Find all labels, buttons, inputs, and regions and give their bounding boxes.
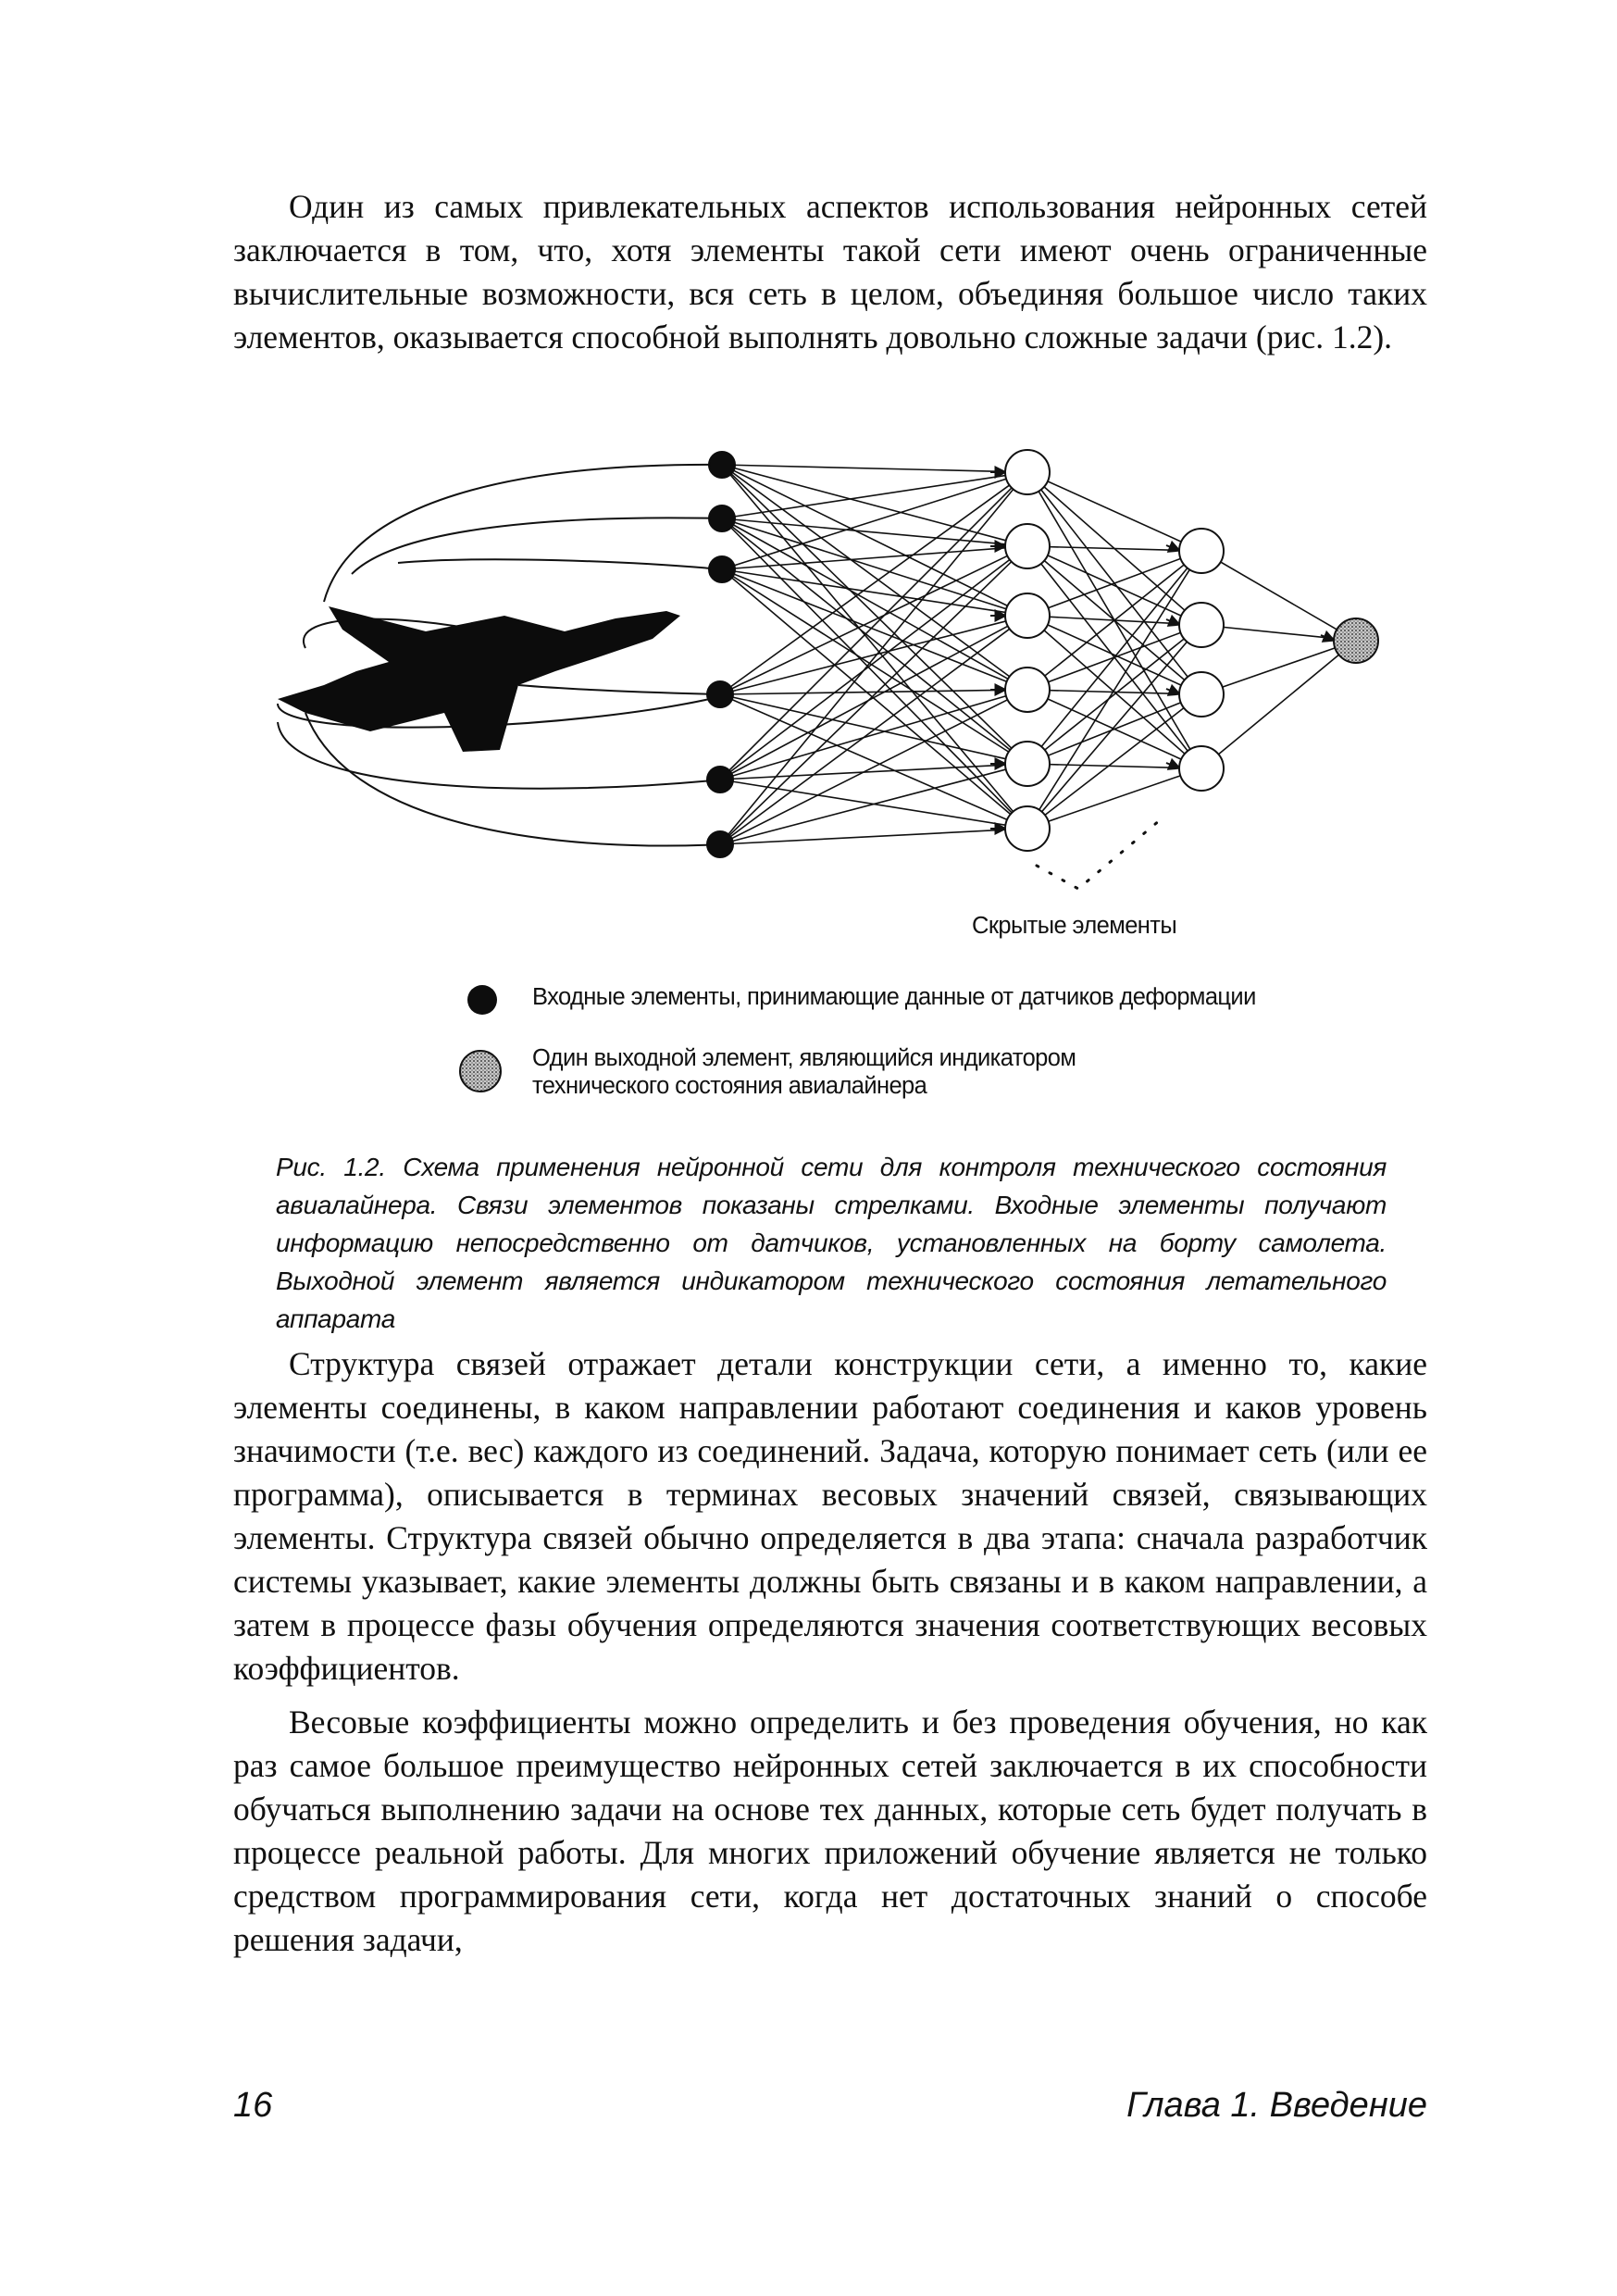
hidden-unit-layer1 [1005,450,1050,494]
hidden-unit-layer2 [1179,603,1224,647]
figure-caption: Рис. 1.2. Схема применения нейронной сети для контроля технического состояния авиалайнера. Связи элементов показаны стрелками. Входные элементы получают информацию непосредственно от датчиков, установленных на борту самолета. Выходной элемент является индикатором технического состояния летательного аппарата [276,1153,1387,1333]
hidden-unit-layer1 [1005,742,1050,786]
output-unit [1334,618,1378,663]
input-hidden-connection [722,518,1008,679]
input-unit [707,831,733,857]
input-unit [709,452,735,478]
output-unit-legend-text: Один выходной элемент, являющийся индикатором технического состояния авиалайнера [532,1045,1076,1099]
input-hidden-connection [720,555,1007,694]
neural-network-figure [268,435,1416,907]
input-units-legend-text: Входные элементы, принимающие данные от датчиков деформации [532,984,1256,1010]
hidden-hidden-connection [1027,703,1181,764]
hidden-hidden-connection [1027,472,1190,749]
input-unit [709,556,735,582]
hidden-unit-layer1 [1005,806,1050,851]
input-hidden-connection [720,700,1008,844]
hidden-hidden-connection [1027,472,1181,542]
hidden-unit-layer2 [1179,672,1224,717]
hidden-hidden-connection [1027,708,1184,829]
page-number: 16 [233,2086,273,2125]
hidden-hidden-connection [1027,639,1184,764]
input-hidden-connection [720,830,1005,844]
hidden-unit-layer1 [1005,524,1050,568]
hidden-hidden-connection [1027,546,1181,616]
hidden-hidden-connection [1027,546,1188,751]
input-hidden-connection [720,769,1006,844]
input-unit [707,681,733,707]
running-head: Глава 1. Введение [1126,2086,1427,2125]
input-hidden-connection [722,479,1006,569]
network-connections [720,465,1338,844]
hidden-hidden-connection [1027,569,1189,829]
hidden-output-connection [1201,655,1338,768]
paragraph-connection-structure: Структура связей отражает детали конструкции сети, а именно то, какие элементы соединены, в каком направлении работают соединения и каков уровень значимости (т.е. вес) каждого из соединений. Задача, которую понимает сеть (или ее программа), описывается в терминах весовых значений связей, связывающих элементы. Структура связей обычно определяется в два этапа: сначала разработчик системы указывает, какие элементы должны быть связаны и в каком направлении, а затем в процессе фазы обучения определяются значения соответствующих весовых коэффициентов. [233,1345,1427,1687]
hidden-units-label: Скрытые элементы [972,913,1177,939]
input-unit [709,505,735,531]
airplane-silhouette [278,606,680,752]
output-unit-legend-icon [458,1049,503,1093]
paragraph-weights: Весовые коэффициенты можно определить и без проведения обучения, но как раз самое большое преимущество нейронных сетей заключается в их способности обучаться выполнению задачи на основе тех данных, которые сеть будет получать в процессе реальной работы. Для многих приложений обучение является не только средством программирования сети, когда нет достаточных знаний о способе решения задачи, [233,1703,1427,1958]
input-hidden-connection [722,465,1005,471]
hidden-unit-layer1 [1005,668,1050,712]
hidden-unit-layer1 [1005,593,1050,638]
hidden-hidden-connection [1027,632,1181,690]
input-unit [707,767,733,792]
network-nodes [707,450,1378,857]
hidden-hidden-connection [1027,472,1188,677]
hidden-continuation-dots [1037,815,1166,889]
hidden-unit-layer2 [1179,746,1224,791]
paragraph-intro: Один из самых привлекательных аспектов использования нейронных сетей заключается в том, что, хотя элементы такой сети имеют очень ограниченные вычислительные возможности, вся сеть в целом, объединяя большое число таких элементов, оказывается способной выполнять довольно сложные задачи (рис. 1.2). [233,188,1427,356]
hidden-unit-layer2 [1179,529,1224,573]
hidden-hidden-connection [1027,565,1184,690]
hidden-hidden-connection [1027,472,1185,610]
hidden-hidden-connection [1027,690,1181,759]
input-hidden-connection [722,465,1006,541]
input-hidden-connection [720,690,1005,694]
input-unit-legend-icon [467,985,497,1015]
